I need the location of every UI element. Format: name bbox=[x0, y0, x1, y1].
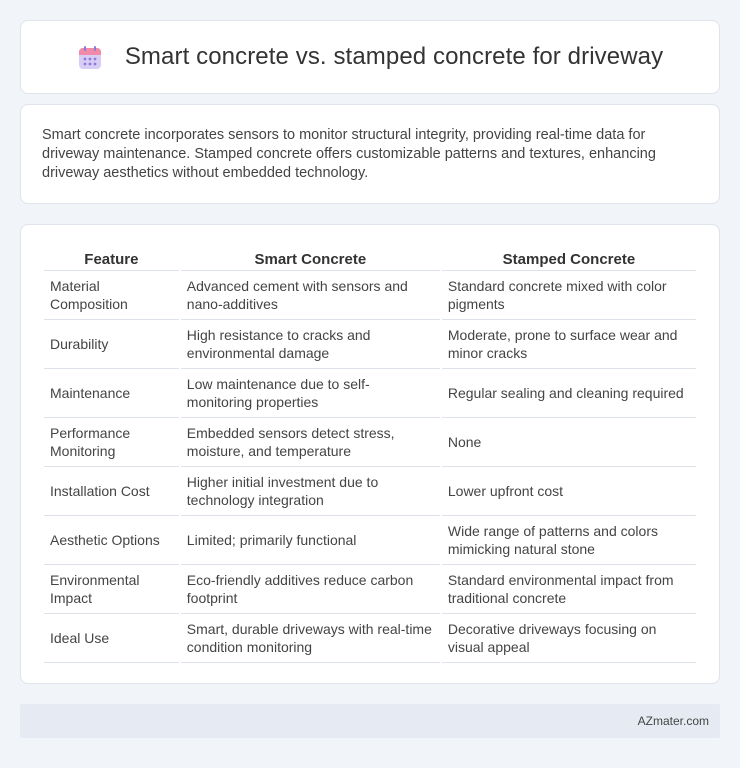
smart-cell: Limited; primarily functional bbox=[181, 516, 440, 565]
comparison-table bbox=[42, 247, 698, 663]
smart-cell: Eco-friendly additives reduce carbon footprint bbox=[181, 565, 440, 614]
stamped-cell: Lower upfront cost bbox=[442, 467, 696, 516]
feature-cell: Performance Monitoring bbox=[44, 418, 179, 467]
stamped-cell: Standard concrete mixed with color pigments bbox=[442, 271, 696, 320]
table-row bbox=[44, 614, 696, 663]
table-row bbox=[44, 418, 696, 467]
title-card bbox=[20, 20, 720, 94]
table-row bbox=[44, 320, 696, 369]
stamped-cell: Decorative driveways focusing on visual appeal bbox=[442, 614, 696, 663]
table-row bbox=[44, 516, 696, 565]
table-row bbox=[44, 467, 696, 516]
table-header-row bbox=[44, 247, 696, 271]
stamped-cell: Wide range of patterns and colors mimicking natural stone bbox=[442, 516, 696, 565]
smart-cell: Higher initial investment due to technology integration bbox=[181, 467, 440, 516]
feature-cell: Aesthetic Options bbox=[44, 516, 179, 565]
smart-cell: Low maintenance due to self-monitoring properties bbox=[181, 369, 440, 418]
stamped-cell: Standard environmental impact from traditional concrete bbox=[442, 565, 696, 614]
calendar-icon bbox=[77, 45, 103, 71]
feature-cell: Ideal Use bbox=[44, 614, 179, 663]
stamped-cell: None bbox=[442, 418, 696, 467]
smart-cell: Advanced cement with sensors and nano-additives bbox=[181, 271, 440, 320]
header-feature: Feature bbox=[44, 247, 179, 271]
smart-cell: High resistance to cracks and environmental damage bbox=[181, 320, 440, 369]
header-smart-concrete: Smart Concrete bbox=[181, 247, 440, 271]
smart-cell: Smart, durable driveways with real-time condition monitoring bbox=[181, 614, 440, 663]
table-row bbox=[44, 565, 696, 614]
intro-text: Smart concrete incorporates sensors to monitor structural integrity, providing real-time data for driveway maintenance. Stamped concrete offers customizable patterns and textures, enhancing driveway aesthetics without embedded technology. bbox=[42, 127, 656, 181]
stamped-cell: Moderate, prone to surface wear and minor cracks bbox=[442, 320, 696, 369]
feature-cell: Material Composition bbox=[44, 271, 179, 320]
table-row bbox=[44, 369, 696, 418]
feature-cell: Durability bbox=[44, 320, 179, 369]
table-row bbox=[44, 271, 696, 320]
smart-cell: Embedded sensors detect stress, moisture, and temperature bbox=[181, 418, 440, 467]
feature-cell: Installation Cost bbox=[44, 467, 179, 516]
stamped-cell: Regular sealing and cleaning required bbox=[442, 369, 696, 418]
footer bbox=[20, 704, 720, 738]
feature-cell: Environmental Impact bbox=[44, 565, 179, 614]
footer-site-name: AZmater.com bbox=[637, 714, 709, 728]
comparison-table-card bbox=[20, 224, 720, 684]
feature-cell: Maintenance bbox=[44, 369, 179, 418]
page-title: Smart concrete vs. stamped concrete for driveway bbox=[124, 43, 664, 70]
intro-card bbox=[20, 104, 720, 204]
header-stamped-concrete: Stamped Concrete bbox=[442, 247, 696, 271]
